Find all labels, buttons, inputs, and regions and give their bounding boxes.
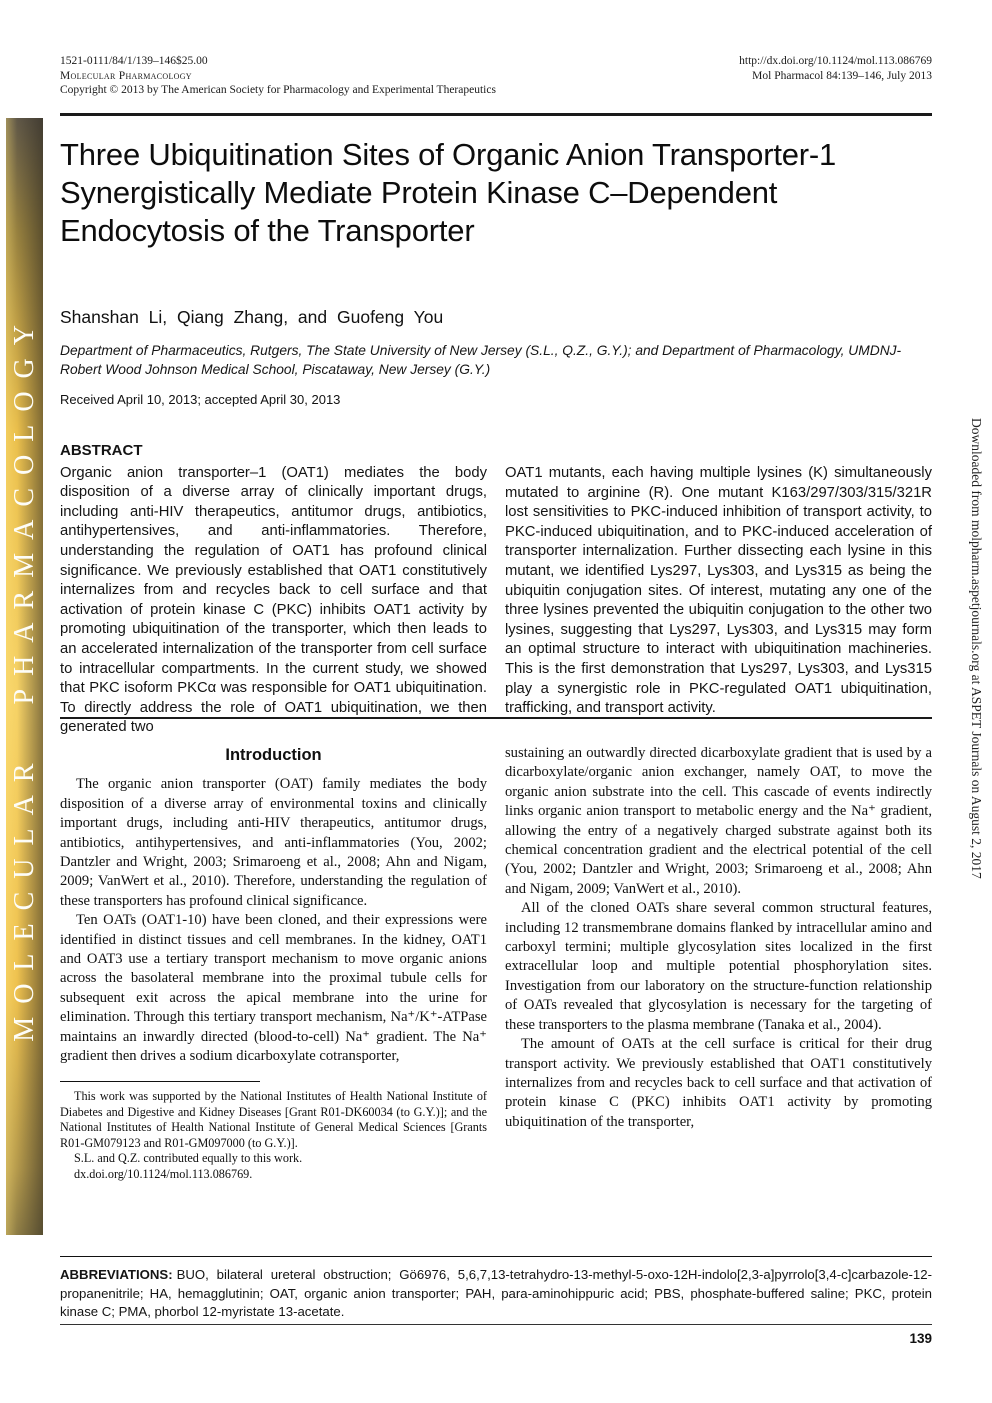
page-number: 139 <box>909 1331 932 1346</box>
received-dates: Received April 10, 2013; accepted April 30, 2013 <box>60 392 341 407</box>
abstract-left-text: Organic anion transporter–1 (OAT1) mediates the body disposition of a diverse array of clinically important drugs, including anti-HIV therapeutics, antitumor drugs, antibiotics, antihypertensives, and anti-inflammatories. Therefore, understanding the regulation of OAT1 has profound clinical significance. We previously established that OAT1 constitutively internalizes from and recycles back to cell surface and that activation of protein kinase C (PKC) inhibits OAT1 activity by promoting ubiquitination of the transporter, which then leads to an accelerated internalization of the transporter from cell surface to intracellular compartments. In the current study, we showed that PKC isoform PKCα was responsible for OAT1 ubiquitination. To directly address the role of OAT1 ubiquitination, we then generated two <box>60 464 487 736</box>
abstract-section <box>60 441 932 738</box>
body-right-column <box>505 744 932 1183</box>
body-left-column <box>60 744 487 1183</box>
abstract-label: ABSTRACT <box>60 442 143 459</box>
page-header <box>60 54 932 98</box>
citation-line: Mol Pharmacol 84:139–146, July 2013 <box>752 69 932 82</box>
footnote-rule <box>60 1081 260 1083</box>
abstract-left-column <box>60 441 487 738</box>
title-line-1: Three Ubiquitination Sites of Organic Anion Transporter-1 <box>60 137 837 172</box>
abbreviations-text: BUO, bilateral ureteral obstruction; Gö6976, 5,6,7,13-tetrahydro-13-methyl-5-oxo-12H-indolo[2,3-a]pyrrolo[3,4-c]carbazole-12-propanenitrile; HA, hemagglutinin; OAT, organic anion transporter; PAH, para-aminohippuric acid; PBS, phosphate-buffered saline; PKC, protein kinase C; PMA, phorbol 12-myristate 13-acetate. <box>60 1267 932 1319</box>
contribution-note: S.L. and Q.Z. contributed equally to this work. <box>74 1151 303 1166</box>
intro-paragraph: Ten OATs (OAT1-10) have been cloned, and their expressions were identified in distinct tissues and cell membranes. In the kidney, OAT1 and OAT3 use a tertiary transport mechanism to move organic anions across the basolateral membrane into the proximal tubule cells for subsequent exit across the apical membrane into the urine for elimination. Through this tertiary transport mechanism, Na⁺/K⁺-ATPase maintains an inwardly directed (blood-to-cell) Na⁺ gradient. The Na⁺ gradient then drives a sodium dicarboxylate cotransporter, <box>60 912 487 1065</box>
header-right <box>739 54 932 98</box>
journal-name: Molecular Pharmacology <box>60 69 192 82</box>
footnote-block <box>60 1081 487 1183</box>
doi-url: http://dx.doi.org/10.1124/mol.113.086769 <box>739 55 932 67</box>
intro-paragraph: The amount of OATs at the cell surface is critical for their drug transport activity. We previously established that OAT1 constitutively internalizes from and recycles back to cell surface and that activation of protein kinase C (PKC) inhibits OAT1 activity by promoting ubiquitination of the transporter, <box>505 1036 932 1130</box>
footnote-doi: dx.doi.org/10.1124/mol.113.086769. <box>74 1166 253 1181</box>
header-left <box>60 54 496 98</box>
download-watermark: Downloaded from molpharm.aspetjournals.org at ASPET Journals on August 2, 2017 <box>969 418 984 879</box>
article-body <box>60 744 932 1183</box>
abstract-right-text: OAT1 mutants, each having multiple lysines (K) simultaneously mutated to arginine (R). One mutant K163/297/303/315/321R lost sensitivities to PKC-induced inhibition of transport activity, to PKC-induced ubiquitination, and to PKC-induced acceleration of transporter internalization. Further dissecting each lysine in this mutant, we identified Lys297, Lys303, and Lys315 as being the ubiquitin conjugation sites. Of interest, mutating any one of the three lysines prevented the ubiquitin conjugation to the other two lysines, suggesting that Lys297, Lys303, and Lys315 may form an optimal structure to interact with ubiquitination machineries. This is the first demonstration that Lys297, Lys303, and Lys315 play a synergistic role in PKC-regulated OAT1 ubiquitination, trafficking, and transport activity. <box>505 465 932 717</box>
author-list: Shanshan Li, Qiang Zhang, and Guofeng You <box>60 307 444 327</box>
abbreviations-section <box>60 1256 932 1322</box>
funding-note: This work was supported by the National Institutes of Health National Institute of Diabetes and Digestive and Kidney Diseases [Grant R01-DK60034 (to G.Y.)]; and the National Institutes of Health National Institute of General Medical Sciences [Grants R01-GM079123 and R01-GM097000 (to G.Y.)]. <box>60 1089 487 1150</box>
footer-rule <box>60 1324 932 1325</box>
affiliation: Department of Pharmaceutics, Rutgers, The State University of New Jersey (S.L., Q.Z., G.Y.); and Department of Pharmacology, UMDNJ-Robert Wood Johnson Medical School, Piscataway, New Jersey (G.Y.) <box>60 343 902 377</box>
abbreviations-label: ABBREVIATIONS: <box>60 1267 173 1282</box>
journal-sidebar-banner <box>6 118 43 1235</box>
article-title <box>60 136 932 250</box>
header-rule <box>60 113 932 116</box>
copyright-line: Copyright © 2013 by The American Society for Pharmacology and Experimental Therapeutics <box>60 84 496 96</box>
issn-line: 1521-0111/84/1/139–146$25.00 <box>60 55 208 67</box>
introduction-heading: Introduction <box>225 746 322 764</box>
title-line-3: Endocytosis of the Transporter <box>60 213 475 248</box>
intro-paragraph: sustaining an outwardly directed dicarboxylate gradient that is used by a dicarboxylate/organic anion exchanger, namely OAT, to move the organic anion substrate into the cell. This cascade of events indirectly links organic anion transport to metabolic energy and the Na⁺ gradient, allowing the entry of a negatively charged substrate against both its chemical concentration gradient and the electrical potential of the cell (You, 2002; Dantzler and Wright, 2003; Srimaroeng et al., 2008; Ahn and Nigam, 2009; VanWert et al., 2010). <box>505 745 932 897</box>
title-line-2: Synergistically Mediate Protein Kinase C–Dependent <box>60 175 778 210</box>
intro-paragraph: The organic anion transporter (OAT) family mediates the body disposition of a diverse array of environmental toxins and clinically important drugs, including anti-HIV therapeutics, antitumor drugs, antibiotics, antihypertensives, and anti-inflammatories (You, 2002; Dantzler and Wright, 2003; Srimaroeng et al., 2008; Ahn and Nigam, 2009; VanWert et al., 2010). Therefore, understanding the regulation of these transporters has profound clinical significance. <box>60 776 487 909</box>
abstract-right-column <box>505 441 932 738</box>
sidebar-journal-title: MOLECULAR PHARMACOLOGY <box>8 311 40 1042</box>
abstract-divider-rule <box>60 717 932 719</box>
intro-paragraph: All of the cloned OATs share several common structural features, including 12 transmembrane domains flanked by intracellular amino and carboxyl termini; multiple glycosylation sites localized in the first extracellular loop and multiple potential phosphorylation sites. Investigation from our laboratory on the structure-function relationship of OATs revealed that glycosylation is necessary for the targeting of these transporters to the plasma membrane (Tanaka et al., 2004). <box>505 900 932 1033</box>
